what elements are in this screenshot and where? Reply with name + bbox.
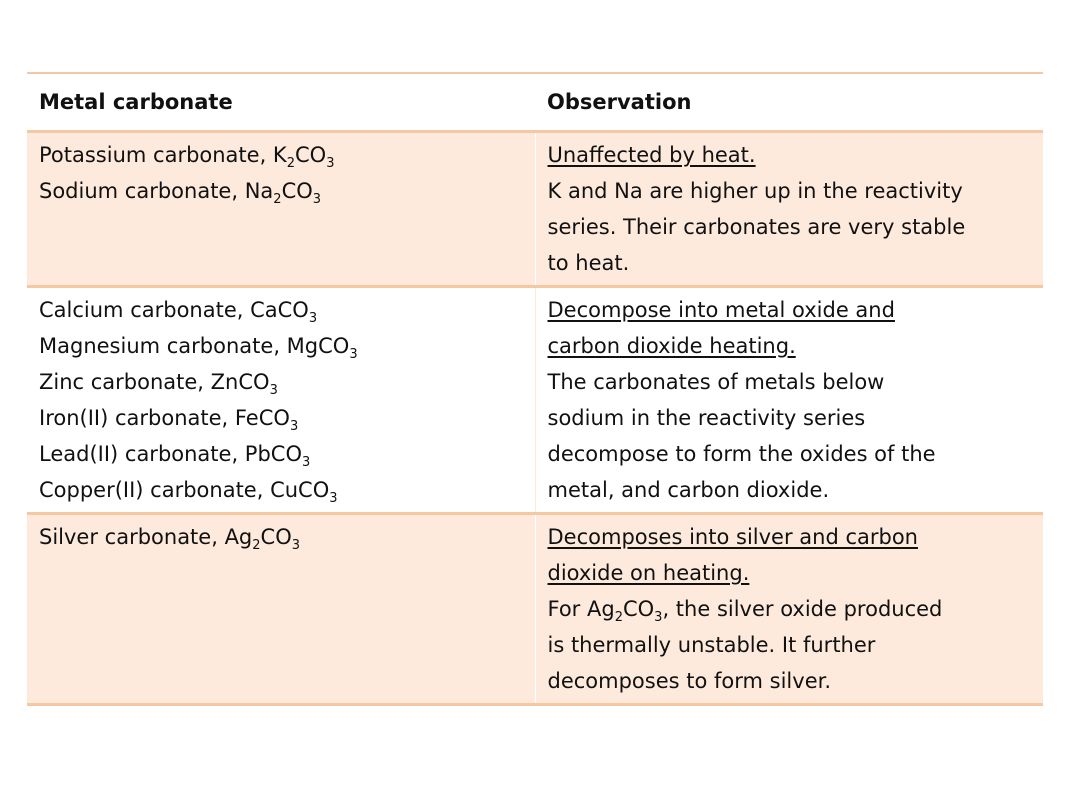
observation-heading: Decomposes into silver and carbon [547, 525, 918, 549]
table-row [27, 132, 1043, 287]
observation-text: For $Ag_2CO_3$, the silver oxide produced [547, 597, 943, 625]
compound-line: Silver carbonate, $Ag_2CO_3$ [39, 525, 301, 553]
observation-text: decomposes to form silver. [547, 669, 831, 693]
metal-carbonate-cell [27, 132, 535, 287]
observation-cell [535, 132, 1043, 287]
observation-text: decompose to form the oxides of the [547, 442, 936, 466]
observation-text: to heat. [547, 251, 630, 275]
compound-line: Magnesium carbonate, MgCO$_3$ [39, 334, 358, 362]
header-metal-carbonate: Metal carbonate [27, 73, 535, 132]
table-row [27, 514, 1043, 705]
compound-line: Potassium carbonate, $K_2CO_3$ [39, 143, 335, 171]
compound-line: Iron(II) carbonate, FeCO$_3$ [39, 406, 299, 434]
metal-carbonate-cell [27, 514, 535, 705]
compound-line: Lead(II) carbonate, PbCO$_3$ [39, 442, 311, 470]
observation-text: K and Na are higher up in the reactivity [547, 179, 963, 203]
observation-cell [535, 287, 1043, 514]
header-observation: Observation [535, 73, 1043, 132]
carbonate-table [27, 72, 1043, 706]
compound-line: Calcium carbonate, CaCO$_3$ [39, 298, 318, 326]
observation-cell [535, 514, 1043, 705]
compound-line: Copper(II) carbonate, CuCO$_3$ [39, 478, 338, 506]
observation-heading: Unaffected by heat. [547, 143, 756, 167]
observation-heading: carbon dioxide heating. [547, 334, 796, 358]
compound-line: Zinc carbonate, ZnCO$_3$ [39, 370, 278, 398]
observation-text: The carbonates of metals below [547, 370, 885, 394]
observation-heading: Decompose into metal oxide and [547, 298, 895, 322]
metal-carbonate-cell [27, 287, 535, 514]
observation-heading: dioxide on heating. [547, 561, 750, 585]
compound-line: Sodium carbonate, $Na_2CO_3$ [39, 179, 322, 207]
observation-text: series. Their carbonates are very stable [547, 215, 966, 239]
carbonate-table-container [27, 72, 1043, 706]
observation-text: is thermally unstable. It further [547, 633, 876, 657]
table-row [27, 287, 1043, 514]
observation-text: metal, and carbon dioxide. [547, 478, 830, 502]
table-header-row [27, 73, 1043, 132]
observation-text: sodium in the reactivity series [547, 406, 866, 430]
